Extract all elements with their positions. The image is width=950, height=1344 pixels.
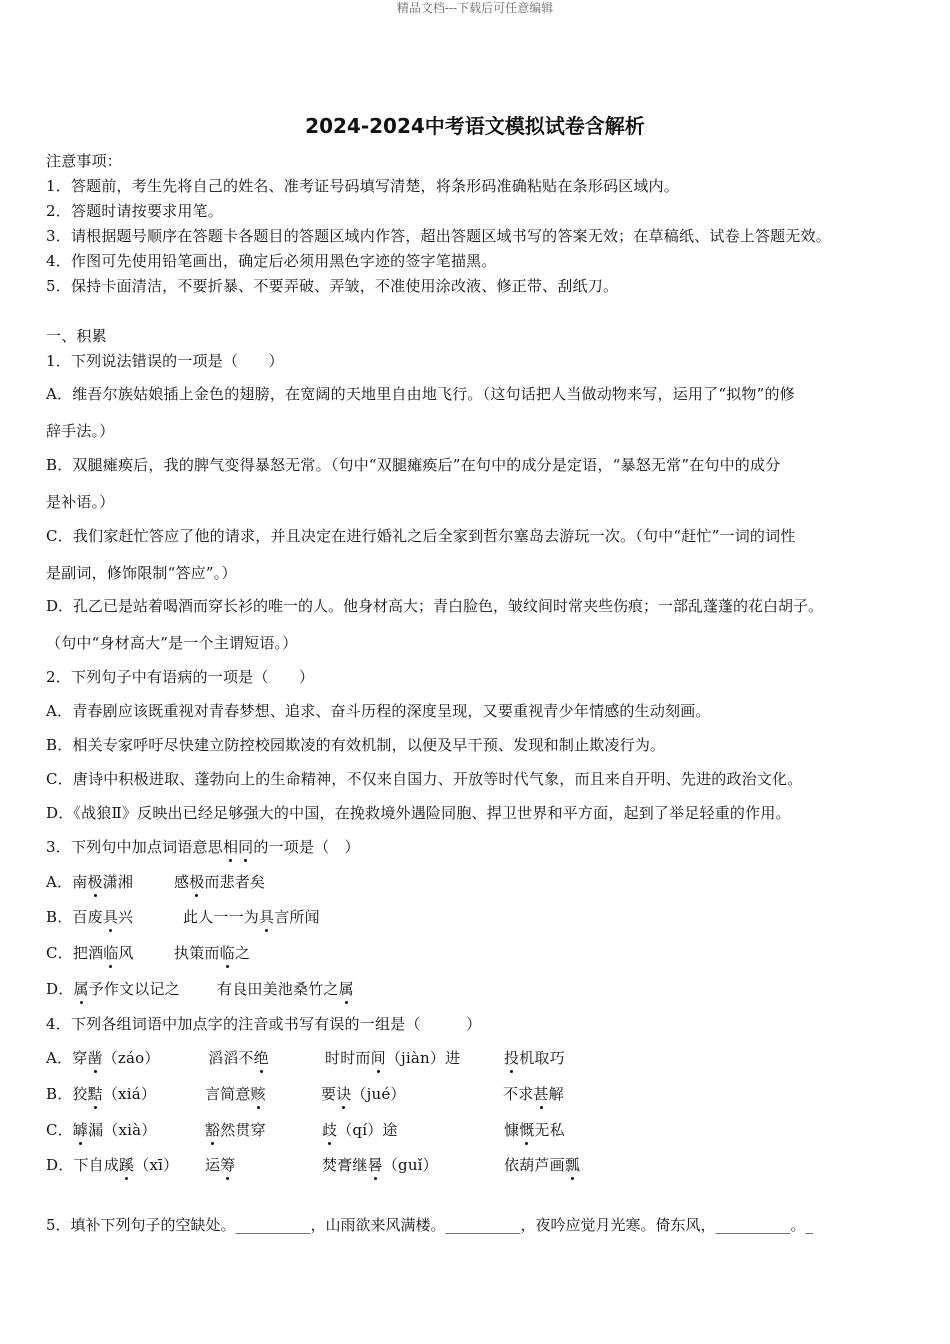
- question-2-option-b: B．相关专家呼吁尽快建立防控校园欺凌的有效机制，以便及早干预、发现和制止欺凌行为。: [46, 736, 666, 754]
- notice-item: 4．作图可先使用铅笔画出，确定后必须用黑色字迹的签字笔描黑。: [46, 252, 497, 270]
- option-text: 漏（xià）: [88, 1121, 157, 1139]
- option-text: 潇湘: [102, 873, 134, 891]
- option-text: （jiàn）进: [385, 1049, 461, 1067]
- option-text: 下自成: [73, 1156, 120, 1174]
- option-text: （jué）: [351, 1085, 406, 1103]
- option-text: 要: [321, 1085, 337, 1103]
- option-text: 之: [234, 944, 251, 962]
- question-4-option-c: [46, 1120, 565, 1140]
- option-word-3: [321, 1084, 406, 1104]
- option-text: （qí）途: [337, 1121, 398, 1139]
- question-1-stem: 1．下列说法错误的一项是（ ）: [46, 352, 284, 370]
- notice-item: 2．答题时请按要求用笔。: [46, 202, 223, 220]
- stem-text: 的一项是（ ）: [253, 838, 360, 856]
- question-1-option-d: D．孔乙已是站着喝酒而穿长衫的唯一的人。他身材高大；青白脸色，皱纹间时常夹些伤痕；一部乱蓬蓬的花白胡子。: [46, 597, 824, 615]
- option-label: B．: [46, 908, 73, 926]
- option-text: 感: [174, 873, 190, 891]
- option-text: （xiá）: [102, 1085, 157, 1103]
- option-text: 穿: [72, 1049, 88, 1067]
- notice-item: 5．保持卡面清洁，不要折暴、不要弄破、弄皱，不准使用涂改液、修正带、刮纸刀。: [46, 277, 619, 295]
- option-text: 予作文以记之: [88, 980, 180, 998]
- option-phrase-2: [174, 943, 250, 963]
- option-text: 不求: [503, 1085, 534, 1103]
- option-word-4: [504, 1048, 565, 1068]
- option-text: 把酒: [72, 944, 104, 962]
- dotted-char: 瓢: [564, 1156, 581, 1174]
- option-word-2: [205, 1120, 266, 1140]
- dotted-char: 豁: [205, 1121, 221, 1139]
- option-text: 时时而: [325, 1049, 371, 1067]
- option-phrase-2: [174, 872, 265, 892]
- dotted-char: 投: [504, 1049, 520, 1067]
- option-label: C．: [46, 1121, 73, 1139]
- question-1-option-d-cont: （句中“身材高大”是一个主谓短语。）: [46, 634, 298, 652]
- dotted-char: 极: [189, 873, 205, 891]
- dotted-char: 间: [370, 1049, 386, 1067]
- option-word-3: [322, 1155, 438, 1175]
- option-text: （guǐ）: [382, 1156, 438, 1174]
- question-3-option-d: [46, 979, 354, 999]
- question-1-option-c-cont: 是副词，修饰限制“答应”。）: [46, 564, 237, 582]
- option-text: 言简意: [205, 1085, 251, 1103]
- option-label: D．: [46, 1156, 74, 1174]
- option-text: 慷: [504, 1121, 520, 1139]
- option-text: 解: [548, 1085, 564, 1103]
- dotted-char: 罅: [72, 1121, 89, 1139]
- option-word-2: [205, 1155, 235, 1175]
- notice-heading: 注意事项：: [46, 152, 123, 170]
- option-text: 执策而: [174, 944, 220, 962]
- option-word-4: [503, 1084, 564, 1104]
- dotted-char: 慨: [519, 1121, 535, 1139]
- option-text: 机取巧: [519, 1049, 565, 1067]
- option-text: 有良田美池桑竹之: [217, 980, 339, 998]
- option-text: 兴: [118, 908, 134, 926]
- question-2-option-d: D．《战狼Ⅱ》反映出已经足够强大的中国，在挽救境外遇险同胞、捍卫世界和平方面，起到了举足轻重的作用。: [46, 804, 791, 822]
- dotted-char: 临: [219, 944, 235, 962]
- option-text: 滔滔不: [208, 1049, 254, 1067]
- dotted-char: 临: [103, 944, 119, 962]
- option-label: A．: [46, 873, 73, 891]
- option-label: A．: [46, 1049, 73, 1067]
- dotted-char: 黠: [87, 1085, 103, 1103]
- question-4-option-d: [46, 1155, 581, 1175]
- option-word-2: [205, 1084, 266, 1104]
- question-1-option-b: B．双腿瘫痪后，我的脾气变得暴怒无常。（句中“双腿瘫痪后”在句中的成分是定语，“暴怒无常”在句中的成分: [46, 456, 781, 474]
- option-word-4: [504, 1120, 565, 1140]
- dotted-char: 同: [238, 838, 254, 856]
- option-text: 依葫芦画: [504, 1156, 565, 1174]
- question-3-option-a: [46, 872, 266, 892]
- option-text: 而悲者矣: [204, 873, 266, 891]
- header-note: 精品文档---下载后可任意编辑: [396, 1, 554, 15]
- dotted-char: 具: [259, 908, 275, 926]
- option-word-2: [208, 1048, 269, 1068]
- dotted-char: 属: [338, 980, 354, 998]
- notice-item: 1．答题前，考生先将自己的姓名、准考证号码填写清楚，将条形码准确粘贴在条形码区域内。: [46, 177, 679, 195]
- option-text: 狡: [72, 1085, 88, 1103]
- dotted-char: 蹊: [119, 1156, 135, 1174]
- dotted-char: 具: [102, 908, 119, 926]
- option-text: 此人一一为: [183, 908, 260, 926]
- option-label: D．: [46, 980, 74, 998]
- question-4-option-b: [46, 1084, 564, 1104]
- option-word-4: [504, 1155, 580, 1175]
- option-text: 运: [205, 1156, 221, 1174]
- question-1-option-a-cont: 辞手法。）: [46, 422, 115, 440]
- option-text: 焚膏继: [322, 1156, 368, 1174]
- option-text: 然贯穿: [220, 1121, 266, 1139]
- dotted-char: 歧: [322, 1121, 338, 1139]
- question-2-option-c: C．唐诗中积极进取、蓬勃向上的生命精神，不仅来自国力、开放等时代气象，而且来自开明、先进的政治文化。: [46, 770, 803, 788]
- question-2-stem: 2．下列句子中有语病的一项是（ ）: [46, 668, 315, 686]
- question-1-option-b-cont: 是补语。）: [46, 493, 115, 511]
- dotted-char: 赅: [250, 1085, 266, 1103]
- option-phrase-2: [217, 979, 354, 999]
- dotted-char: 诀: [336, 1085, 352, 1103]
- dotted-char: 筹: [220, 1156, 236, 1174]
- dotted-char: 极: [87, 873, 103, 891]
- dotted-char: 甚: [533, 1085, 549, 1103]
- question-3-option-b: [46, 907, 320, 927]
- question-3-option-c: [46, 943, 251, 963]
- option-text: 言所闻: [274, 908, 320, 926]
- question-5: 5．填补下列句子的空缺处。__________，山雨欲来风满楼。__________，夜吟应觉月光寒。倚东风，__________。_: [46, 1216, 814, 1234]
- option-label: C．: [46, 944, 73, 962]
- option-text: 风: [118, 944, 134, 962]
- option-phrase-2: [183, 907, 320, 927]
- option-text: （xī）: [134, 1156, 179, 1174]
- question-3-stem: [46, 837, 360, 857]
- option-text: 无私: [534, 1121, 565, 1139]
- notice-item: 3．请根据题号顺序在答题卡各题目的答题区域内作答，超出答题区域书写的答案无效；在草稿纸、试卷上答题无效。: [46, 227, 831, 245]
- option-text: 南: [72, 873, 88, 891]
- section-heading: 一、积累: [46, 327, 107, 345]
- dotted-char: 绝: [253, 1049, 269, 1067]
- question-1-option-c: C．我们家赶忙答应了他的请求，并且决定在进行婚礼之后全家到哲尔塞岛去游玩一次。（句中“赶忙”一词的词性: [46, 527, 796, 545]
- stem-text: 3．下列句中加点词语意思: [46, 838, 223, 856]
- option-text: （záo）: [102, 1049, 160, 1067]
- dotted-char: 属: [73, 980, 89, 998]
- option-text: 百废: [72, 908, 103, 926]
- option-word-3: [325, 1048, 460, 1068]
- question-4-option-a: [46, 1048, 565, 1068]
- dotted-char: 晷: [367, 1156, 383, 1174]
- option-label: B．: [46, 1085, 73, 1103]
- page-title: 2024-2024中考语文模拟试卷含解析: [305, 114, 645, 138]
- question-2-option-a: A．青春剧应该既重视对青春梦想、追求、奋斗历程的深度呈现，又要重视青少年情感的生动刻画。: [46, 702, 711, 720]
- question-4-stem: 4．下列各组词语中加点字的注音或书写有误的一组是（ ）: [46, 1015, 482, 1033]
- option-word-3: [322, 1120, 398, 1140]
- question-1-option-a: A．维吾尔族姑娘插上金色的翅膀，在宽阔的天地里自由地飞行。（这句话把人当做动物来写，运用了“拟物”的修: [46, 385, 795, 403]
- dotted-char: 凿: [87, 1049, 103, 1067]
- dotted-char: 相: [222, 838, 239, 856]
